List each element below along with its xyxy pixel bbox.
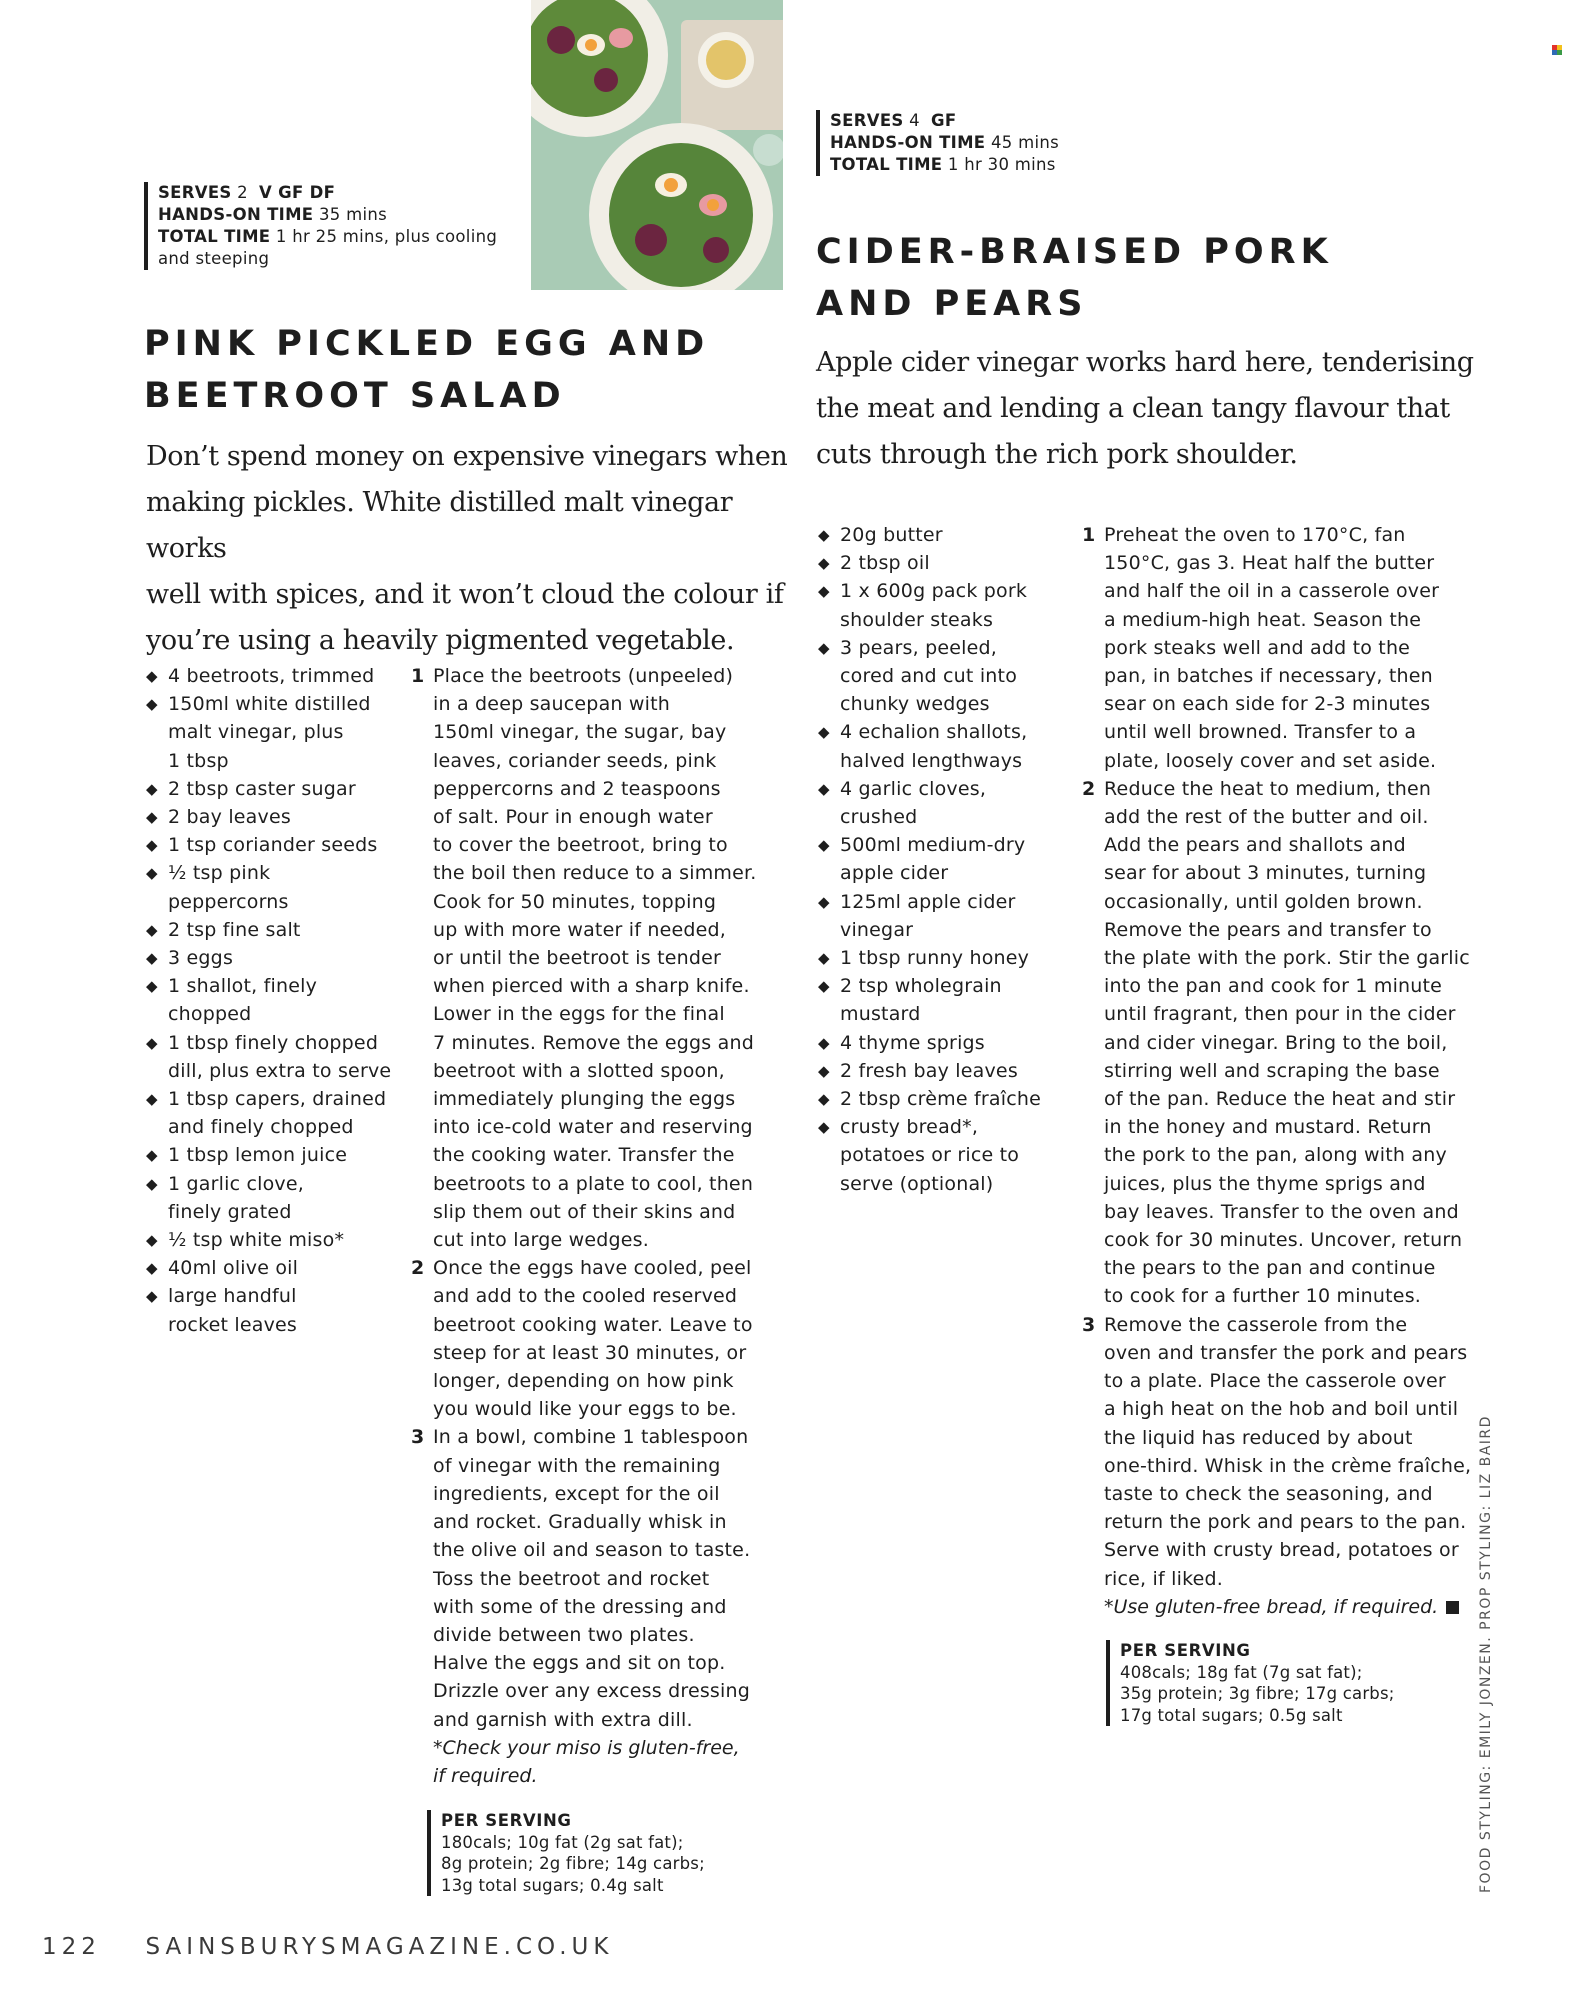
step-line: and garnish with extra dill. — [433, 1708, 693, 1731]
step-number: 2 — [411, 1257, 425, 1280]
step-line: with some of the dressing and — [433, 1595, 727, 1618]
step-line: beetroots to a plate to cool, then — [433, 1172, 754, 1195]
step-line: longer, depending on how pink — [433, 1370, 734, 1393]
step-line: Serve with crusty bread, potatoes or — [1104, 1539, 1459, 1562]
step-line: occasionally, until golden brown. — [1104, 890, 1423, 913]
step-line: in a deep saucepan with — [433, 693, 670, 716]
step-line: and cider vinegar. Bring to the boil, — [1104, 1031, 1448, 1054]
step-line: Add the pears and shallots and — [1104, 834, 1406, 857]
step-line: sear for about 3 minutes, turning — [1104, 862, 1427, 885]
step-line: add the rest of the butter and oil. — [1104, 806, 1429, 829]
ingredient-item — [146, 1282, 396, 1338]
ingredient-item — [146, 916, 396, 944]
ingredient-line: ◆ 40ml olive oil — [168, 1257, 299, 1280]
ingredient-line: ◆ 1 x 600g pack pork — [840, 580, 1028, 603]
step-line: until fragrant, then pour in the cider — [1104, 1003, 1456, 1026]
ingredient-item — [818, 972, 1068, 1028]
step-line: the pears to the pan and continue — [1104, 1257, 1436, 1280]
intro-line: making pickles. White distilled malt vinegar works — [146, 487, 733, 564]
step-line: and add to the cooled reserved — [433, 1285, 738, 1308]
step-line: the plate with the pork. Stir the garlic — [1104, 947, 1470, 970]
ingredient-line: ◆ 2 tsp wholegrain — [840, 975, 1002, 998]
method-step — [1082, 775, 1482, 1311]
ingredient-item — [818, 634, 1068, 719]
step-line: to cover the beetroot, bring to — [433, 834, 728, 857]
ingredient-item — [146, 1029, 396, 1085]
website-url: SAINSBURYSMAGAZINE.CO.UK — [145, 1934, 614, 1960]
step-line: 150ml vinegar, the sugar, bay — [433, 721, 727, 744]
ingredient-line: ◆ 2 tbsp caster sugar — [168, 777, 356, 800]
ingredient-item — [818, 831, 1068, 887]
step-line: immediately plunging the eggs — [433, 1088, 736, 1111]
step-line: Drizzle over any excess dressing — [433, 1680, 751, 1703]
ingredient-line: ◆ 1 tbsp runny honey — [840, 947, 1030, 970]
step-line: the cooking water. Transfer the — [433, 1144, 735, 1167]
right-recipe-meta — [816, 110, 1230, 176]
ingredient-line: crushed — [840, 806, 918, 829]
ingredient-line: chopped — [168, 1003, 252, 1026]
step-line: when pierced with a sharp knife. — [433, 975, 750, 998]
ingredient-line: ◆ 3 pears, peeled, — [840, 636, 998, 659]
ingredient-line: serve (optional) — [840, 1172, 994, 1195]
left-ingredients-list — [146, 662, 396, 1339]
ingredient-line: and finely chopped — [168, 1116, 354, 1139]
step-line: steep for at least 30 minutes, or — [433, 1341, 747, 1364]
ingredient-line: rocket leaves — [168, 1313, 298, 1336]
step-line: of vinegar with the remaining — [433, 1454, 721, 1477]
left-recipe-title: PINK PICKLED EGG AND BEETROOT SALAD — [144, 324, 710, 416]
step-line: the boil then reduce to a simmer. — [433, 862, 757, 885]
method-step — [1082, 1311, 1482, 1593]
footnote-line: if required. — [433, 1764, 538, 1787]
ingredient-line: ◆ 4 garlic cloves, — [840, 777, 987, 800]
step-number: 3 — [1082, 1313, 1096, 1336]
ingredient-line: ◆ 1 shallot, finely — [168, 975, 318, 998]
colour-mark-icon — [1552, 40, 1562, 50]
ingredient-item — [146, 690, 396, 775]
left-nutrition: PER SERVING 180cals; 10g fat (2g sat fat); 8g protein; 2g fibre; 14g carbs; 13g total sugars; 0.4g salt — [427, 1810, 761, 1896]
ingredient-line: potatoes or rice to — [840, 1144, 1020, 1167]
ingredient-item — [146, 972, 396, 1028]
method-step — [1082, 521, 1482, 775]
ingredient-line: ◆ 2 bay leaves — [168, 806, 291, 829]
step-number: 1 — [411, 665, 425, 687]
ingredient-item — [818, 1029, 1068, 1057]
ingredient-item — [146, 803, 396, 831]
intro-line: Don’t spend money on expensive vinegars when — [146, 441, 788, 472]
intro-line: well with spices, and it won’t cloud the colour if — [146, 579, 784, 610]
ingredient-item — [146, 1170, 396, 1226]
step-line: up with more water if needed, — [433, 918, 726, 941]
ingredient-item — [146, 831, 396, 859]
step-line: into the pan and cook for 1 minute — [1104, 975, 1443, 998]
method-step — [411, 1254, 771, 1423]
right-footnote: *Use gluten-free bread, if required. — [1082, 1593, 1482, 1621]
page-number: 122 — [42, 1934, 101, 1960]
ingredient-line: ◆ 125ml apple cider — [840, 890, 1016, 913]
step-line: peppercorns and 2 teaspoons — [433, 777, 721, 800]
ingredient-line: ◆ ½ tsp pink — [168, 862, 271, 885]
hands-on-line: HANDS-ON TIME 35 mins — [158, 205, 387, 224]
step-line: juices, plus the thyme sprigs and — [1104, 1172, 1426, 1195]
step-line: rice, if liked. — [1104, 1567, 1223, 1590]
step-line: into ice-cold water and reserving — [433, 1116, 753, 1139]
ingredient-line: ◆ 1 tsp coriander seeds — [168, 834, 378, 857]
ingredient-line: ◆ ½ tsp white miso* — [168, 1229, 345, 1252]
step-line: beetroot cooking water. Leave to — [433, 1313, 753, 1336]
ingredient-line: ◆ 1 tbsp finely chopped — [168, 1031, 379, 1054]
step-line: divide between two plates. — [433, 1623, 695, 1646]
step-line: and rocket. Gradually whisk in — [433, 1511, 727, 1534]
method-step — [411, 662, 771, 1254]
step-line: Halve the eggs and sit on top. — [433, 1652, 726, 1675]
step-line: the olive oil and season to taste. — [433, 1539, 751, 1562]
ingredient-line: malt vinegar, plus — [168, 721, 344, 744]
step-line: 7 minutes. Remove the eggs and — [433, 1031, 754, 1054]
ingredient-item — [146, 1254, 396, 1282]
ingredient-item — [818, 1057, 1068, 1085]
ingredient-line: ◆ 3 eggs — [168, 947, 234, 970]
step-line: return the pork and pears to the pan. — [1104, 1511, 1467, 1534]
step-line: pork steaks well and add to the — [1104, 636, 1411, 659]
step-line: Toss the beetroot and rocket — [433, 1567, 710, 1590]
step-number: 3 — [411, 1426, 425, 1449]
ingredient-line: ◆ 1 tbsp capers, drained — [168, 1088, 387, 1111]
ingredient-item — [146, 1085, 396, 1141]
total-time-line-2: and steeping — [158, 249, 270, 268]
step-line: 150°C, gas 3. Heat half the butter — [1104, 552, 1435, 575]
ingredient-line: ◆ 2 fresh bay leaves — [840, 1059, 1018, 1082]
ingredient-line: ◆ 2 tbsp oil — [840, 552, 930, 575]
nutrition-line: 35g protein; 3g fibre; 17g carbs; — [1120, 1684, 1395, 1703]
ingredient-line: ◆ large handful — [168, 1285, 297, 1308]
serves-line: SERVES 2 V GF DF — [158, 183, 336, 202]
left-method — [411, 662, 771, 1790]
left-recipe-meta — [144, 182, 558, 270]
salad-photo-illustration — [531, 0, 783, 290]
ingredient-line: shoulder steaks — [840, 608, 994, 631]
step-line: to a plate. Place the casserole over — [1104, 1370, 1446, 1393]
ingredient-item — [818, 1085, 1068, 1113]
ingredient-item — [146, 662, 396, 690]
ingredient-line: vinegar — [840, 918, 914, 941]
step-line: Remove the casserole from the — [1104, 1313, 1408, 1336]
ingredient-item — [146, 1141, 396, 1169]
step-line: of the pan. Reduce the heat and stir — [1104, 1088, 1456, 1111]
serves-line: SERVES 4 GF — [830, 111, 957, 130]
step-line: stirring well and scraping the base — [1104, 1059, 1440, 1082]
step-line: cut into large wedges. — [433, 1229, 649, 1252]
end-mark-icon — [1446, 1601, 1459, 1614]
ingredient-line: ◆ 500ml medium-dry — [840, 834, 1026, 857]
nutrition-line: 8g protein; 2g fibre; 14g carbs; — [441, 1854, 705, 1873]
ingredient-line: ◆ 2 tbsp crème fraîche — [840, 1088, 1042, 1111]
step-line: slip them out of their skins and — [433, 1200, 736, 1223]
ingredient-line: mustard — [840, 1003, 921, 1026]
footnote-line: *Check your miso is gluten-free, — [433, 1736, 740, 1759]
ingredient-line: ◆ 20g butter — [840, 524, 943, 546]
step-line: pan, in batches if necessary, then — [1104, 665, 1433, 688]
step-line: a high heat on the hob and boil until — [1104, 1398, 1459, 1421]
nutrition-line: 180cals; 10g fat (2g sat fat); — [441, 1832, 684, 1852]
ingredient-line: ◆ 1 tbsp lemon juice — [168, 1144, 348, 1167]
total-time-line: TOTAL TIME 1 hr 25 mins, plus cooling — [158, 227, 498, 246]
ingredient-item — [146, 944, 396, 972]
step-line: and half the oil in a casserole over — [1104, 580, 1440, 603]
left-recipe-intro — [146, 434, 806, 664]
ingredient-item — [818, 944, 1068, 972]
right-method — [1082, 521, 1482, 1621]
ingredient-line: halved lengthways — [840, 749, 1023, 772]
ingredient-line: ◆ 4 echalion shallots, — [840, 721, 1028, 744]
right-nutrition: PER SERVING 408cals; 18g fat (7g sat fat); 35g protein; 3g fibre; 17g carbs; 17g total sugars; 0.5g salt — [1106, 1640, 1440, 1726]
total-time-line: TOTAL TIME 1 hr 30 mins — [830, 155, 1056, 174]
ingredient-line: ◆ 150ml white distilled — [168, 693, 371, 716]
intro-line: cuts through the rich pork shoulder. — [816, 439, 1298, 470]
ingredient-line: dill, plus extra to serve — [168, 1059, 392, 1082]
intro-line: the meat and lending a clean tangy flavour that — [816, 393, 1450, 424]
step-line: plate, loosely cover and set aside. — [1104, 749, 1437, 772]
ingredient-line: chunky wedges — [840, 693, 990, 716]
ingredient-item — [818, 521, 1068, 549]
nutrition-line: 13g total sugars; 0.4g salt — [441, 1875, 664, 1895]
step-line: leaves, coriander seeds, pink — [433, 749, 717, 772]
step-line: to cook for a further 10 minutes. — [1104, 1285, 1422, 1308]
nutrition-line: 17g total sugars; 0.5g salt — [1120, 1705, 1343, 1725]
ingredient-line: cored and cut into — [840, 665, 1018, 688]
ingredient-item — [818, 775, 1068, 831]
left-footnote — [411, 1734, 771, 1790]
step-line: a medium-high heat. Season the — [1104, 608, 1422, 631]
right-recipe-intro — [816, 340, 1476, 478]
hands-on-line: HANDS-ON TIME 45 mins — [830, 133, 1059, 152]
step-number: 1 — [1082, 524, 1096, 546]
ingredient-item — [146, 1226, 396, 1254]
step-line: the pork to the pan, along with any — [1104, 1144, 1447, 1167]
right-recipe-title: CIDER-BRAISED PORK AND PEARS — [816, 232, 1333, 324]
step-line: Reduce the heat to medium, then — [1104, 777, 1432, 800]
step-line: or until the beetroot is tender — [433, 947, 722, 970]
styling-credit: FOOD STYLING: EMILY JONZEN. PROP STYLING: LIZ BAIRD — [1478, 1415, 1494, 1893]
step-line: of salt. Pour in enough water — [433, 806, 713, 829]
ingredient-line: finely grated — [168, 1200, 292, 1223]
step-line: Remove the pears and transfer to — [1104, 918, 1432, 941]
ingredient-line: ◆ 1 garlic clove, — [168, 1172, 305, 1195]
ingredient-line: 1 tbsp — [168, 749, 229, 772]
step-line: Preheat the oven to 170°C, fan — [1104, 524, 1406, 546]
ingredient-item — [818, 718, 1068, 774]
ingredient-line: ◆ 2 tsp fine salt — [168, 918, 301, 941]
intro-line: you’re using a heavily pigmented vegetable. — [146, 625, 735, 656]
step-number: 2 — [1082, 777, 1096, 800]
ingredient-item — [818, 888, 1068, 944]
salad-photo — [531, 0, 783, 290]
intro-line: Apple cider vinegar works hard here, tenderising — [816, 347, 1474, 378]
method-step — [411, 1423, 771, 1733]
step-line: sear on each side for 2-3 minutes — [1104, 693, 1431, 716]
step-line: in the honey and mustard. Return — [1104, 1116, 1432, 1139]
step-line: oven and transfer the pork and pears — [1104, 1341, 1468, 1364]
step-line: taste to check the seasoning, and — [1104, 1482, 1433, 1505]
step-line: Cook for 50 minutes, topping — [433, 890, 717, 913]
ingredient-line: ◆ crusty bread*, — [840, 1116, 979, 1139]
step-line: the liquid has reduced by about — [1104, 1426, 1413, 1449]
step-line: In a bowl, combine 1 tablespoon — [433, 1426, 749, 1449]
ingredient-line: ◆ 4 thyme sprigs — [840, 1031, 985, 1054]
step-line: cook for 30 minutes. Uncover, return — [1104, 1229, 1463, 1252]
ingredient-item — [818, 549, 1068, 577]
ingredient-item — [146, 775, 396, 803]
nutrition-line: 408cals; 18g fat (7g sat fat); — [1120, 1662, 1363, 1682]
ingredient-line: ◆ 4 beetroots, trimmed — [168, 665, 375, 687]
ingredient-line: peppercorns — [168, 890, 289, 913]
ingredient-line: apple cider — [840, 862, 949, 885]
step-line: beetroot with a slotted spoon, — [433, 1059, 725, 1082]
step-line: ingredients, except for the oil — [433, 1482, 720, 1505]
step-line: one-third. Whisk in the crème fraîche, — [1104, 1454, 1472, 1477]
step-line: you would like your eggs to be. — [433, 1398, 737, 1421]
step-line: bay leaves. Transfer to the oven and — [1104, 1200, 1459, 1223]
page-footer — [42, 1934, 613, 1960]
ingredient-item — [818, 577, 1068, 633]
step-line: Place the beetroots (unpeeled) — [433, 665, 734, 687]
ingredient-item — [818, 1113, 1068, 1198]
step-line: until well browned. Transfer to a — [1104, 721, 1417, 744]
step-line: Lower in the eggs for the final — [433, 1003, 725, 1026]
ingredient-item — [146, 859, 396, 915]
step-line: Once the eggs have cooled, peel — [433, 1257, 752, 1280]
right-ingredients-list — [818, 521, 1068, 1198]
